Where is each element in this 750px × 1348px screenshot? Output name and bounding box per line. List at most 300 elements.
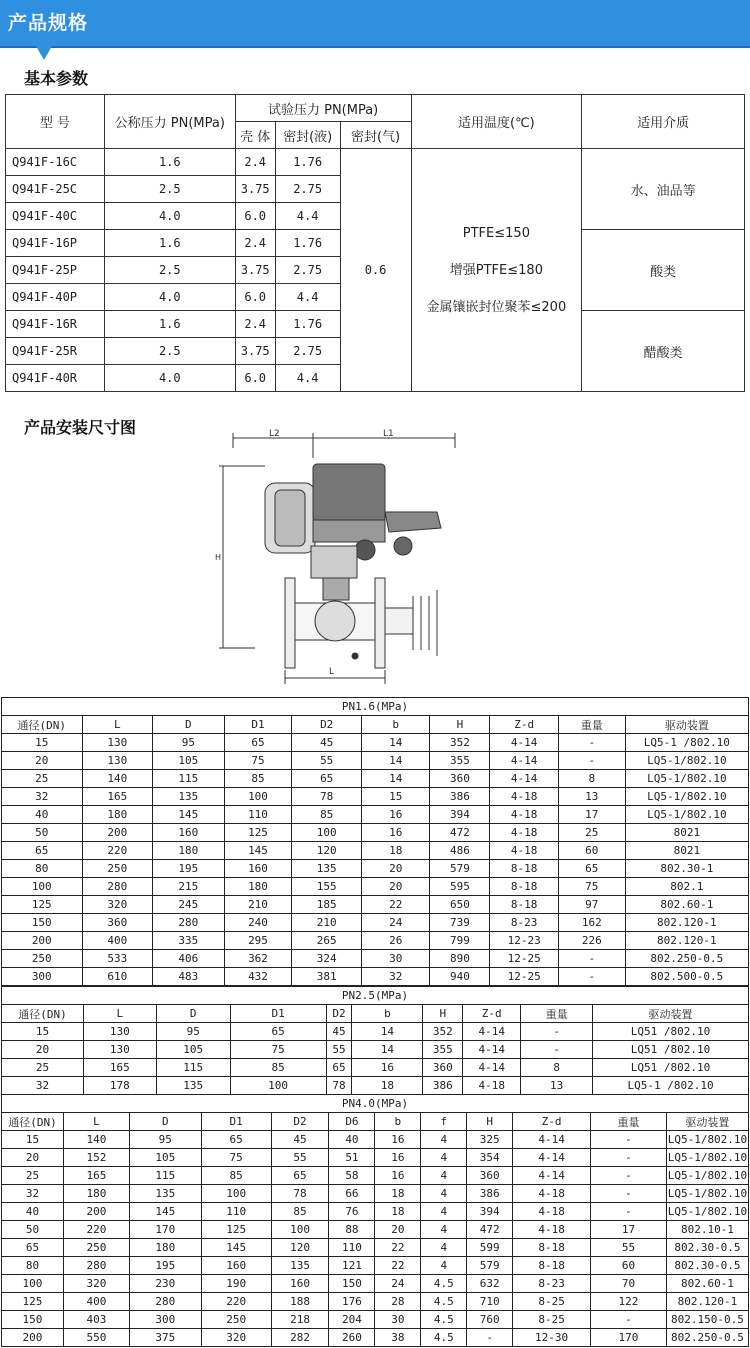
table-cell: 140 [82,770,153,788]
table-cell: 400 [63,1293,129,1311]
table-cell: 4-18 [463,1077,521,1095]
table-cell: - [521,1023,593,1041]
table-cell: 75 [201,1149,271,1167]
table-cell: 20 [362,878,430,896]
table-cell: 60 [558,842,625,860]
column-header: b [362,716,430,734]
table-cell: 32 [2,1077,84,1095]
table-cell: 150 [2,914,83,932]
table-cell: 25 [2,1167,64,1185]
basic-params-title: 基本参数 [24,69,89,88]
table-cell: LQ5-1/802.10 [666,1185,748,1203]
table-cell: 145 [129,1203,201,1221]
table-cell: 20 [362,860,430,878]
table-cell: 4.5 [421,1275,467,1293]
table-cell: 15 [362,788,430,806]
table-cell: 105 [153,752,225,770]
table-cell: 8-18 [490,896,558,914]
table-cell: 579 [430,860,490,878]
table-cell: 100 [271,1221,329,1239]
table-cell: 76 [329,1203,375,1221]
table-cell: 381 [292,968,362,986]
table-cell: LQ5-1/802.10 [625,806,748,824]
table-cell: 4 [421,1185,467,1203]
table-cell: 324 [292,950,362,968]
table-cell: 599 [467,1239,513,1257]
table-cell: 250 [201,1311,271,1329]
table-cell: 85 [292,806,362,824]
table-cell: 122 [591,1293,667,1311]
table-cell: 180 [63,1185,129,1203]
table-cell: 140 [63,1131,129,1149]
table-cell: 218 [271,1311,329,1329]
table-cell: - [591,1167,667,1185]
table-cell: 300 [129,1311,201,1329]
table-row [2,1293,749,1311]
dim-l1-label: L1 [383,429,394,439]
seal-liq-cell: 4.4 [275,284,340,311]
table-cell: 25 [2,1059,84,1077]
table-cell: 802.60-1 [666,1275,748,1293]
table-row [2,1329,749,1347]
body-cell: 6.0 [235,365,275,392]
table-cell: 940 [430,968,490,986]
table-cell: 12-25 [490,968,558,986]
table-cell: 394 [467,1203,513,1221]
table-cell: - [591,1131,667,1149]
pn25-title: PN2.5(MPa) [2,987,749,1005]
table-cell: LQ5-1 /802.10 [593,1077,749,1095]
table-cell: 100 [2,878,83,896]
table-cell: 8-18 [513,1257,591,1275]
table-cell: 802.1 [625,878,748,896]
column-header: 重量 [591,1113,667,1131]
table-cell: 130 [82,752,153,770]
table-cell: 100 [224,788,292,806]
table-cell: 4-18 [513,1185,591,1203]
table-cell: 135 [271,1257,329,1275]
table-row [2,824,749,842]
table-cell: 78 [326,1077,352,1095]
table-cell: 220 [201,1293,271,1311]
temp-reinforced: 增强PTFE≤180 [449,262,543,278]
table-cell: 20 [2,752,83,770]
table-cell: 50 [2,1221,64,1239]
table-cell: 739 [430,914,490,932]
table-cell: - [591,1311,667,1329]
table-cell: 472 [467,1221,513,1239]
table-cell: 195 [129,1257,201,1275]
column-header: b [352,1005,423,1023]
table-cell: 60 [591,1257,667,1275]
h-temp: 适用温度(℃) [411,95,582,149]
table-cell: 110 [201,1203,271,1221]
table-cell: 4-18 [513,1221,591,1239]
model-cell: Q941F-25C [6,176,105,203]
table-cell: 394 [430,806,490,824]
h-seal-liq: 密封(液) [275,122,340,149]
table-cell: 4 [421,1149,467,1167]
table-cell: LQ51 /802.10 [593,1059,749,1077]
table-row [2,1203,749,1221]
table-cell: 130 [83,1041,156,1059]
table-cell: 28 [375,1293,421,1311]
dim-l-label: L [329,667,335,677]
column-header: 重量 [558,716,625,734]
table-cell: 280 [82,878,153,896]
table-cell: 802.60-1 [625,896,748,914]
table-cell: 65 [326,1059,352,1077]
column-header: 驱动装置 [593,1005,749,1023]
table-cell: 4 [421,1167,467,1185]
table-cell: 135 [129,1185,201,1203]
table-cell: 26 [362,932,430,950]
table-cell: 8-25 [513,1293,591,1311]
table-cell: 632 [467,1275,513,1293]
table-row [2,1239,749,1257]
column-header: D2 [292,716,362,734]
pn40-table [1,1094,749,1347]
table-cell: LQ5-1/802.10 [666,1203,748,1221]
column-header: L [63,1113,129,1131]
table-cell: 115 [156,1059,230,1077]
table-cell: 80 [2,1257,64,1275]
h-media: 适用介质 [582,95,745,149]
table-cell: 472 [430,824,490,842]
seal-liq-cell: 4.4 [275,365,340,392]
table-cell: 115 [129,1167,201,1185]
table-cell: 280 [153,914,225,932]
table-cell: 165 [83,1059,156,1077]
table-cell: 4.5 [421,1293,467,1311]
model-cell: Q941F-25R [6,338,105,365]
table-cell: 185 [292,896,362,914]
body-cell: 2.4 [235,230,275,257]
table-row [2,914,749,932]
column-header: D2 [326,1005,352,1023]
body-cell: 3.75 [235,338,275,365]
table-cell: 245 [153,896,225,914]
table-cell: 130 [83,1023,156,1041]
table-cell: 65 [292,770,362,788]
table-cell: 8-18 [513,1239,591,1257]
table-cell: 145 [201,1239,271,1257]
table-cell: 110 [224,806,292,824]
table-cell: 15 [2,1131,64,1149]
seal-liq-cell: 2.75 [275,257,340,284]
table-cell: 40 [329,1131,375,1149]
table-cell: 195 [153,860,225,878]
body-cell: 3.75 [235,257,275,284]
table-row [2,932,749,950]
table-cell: 282 [271,1329,329,1347]
table-cell: 4 [421,1257,467,1275]
column-header: 重量 [521,1005,593,1023]
table-row [2,878,749,896]
table-cell: 125 [201,1221,271,1239]
table-cell: 12-30 [513,1329,591,1347]
table-cell: 200 [2,932,83,950]
model-cell: Q941F-40P [6,284,105,311]
table-cell: 78 [271,1185,329,1203]
table-cell: 230 [129,1275,201,1293]
table-cell: 355 [423,1041,463,1059]
table-cell: 14 [352,1023,423,1041]
table-cell: 4 [421,1131,467,1149]
table-cell: 352 [430,734,490,752]
table-cell: 15 [2,734,83,752]
table-cell: 14 [352,1041,423,1059]
body-cell: 6.0 [235,203,275,230]
table-cell: 66 [329,1185,375,1203]
table-cell: 58 [329,1167,375,1185]
table-cell: - [591,1203,667,1221]
table-cell: 180 [129,1239,201,1257]
column-header: L [83,1005,156,1023]
table-cell: 120 [271,1239,329,1257]
table-cell: 38 [375,1329,421,1347]
table-cell: 352 [423,1023,463,1041]
table-cell: 265 [292,932,362,950]
table-cell: 250 [82,860,153,878]
table-cell: 16 [375,1167,421,1185]
table-cell: 40 [2,806,83,824]
pn-cell: 4.0 [104,284,235,311]
table-cell: 325 [467,1131,513,1149]
column-header: 驱动装置 [666,1113,748,1131]
column-header: H [467,1113,513,1131]
table-cell: 8-23 [513,1275,591,1293]
h-pn: 公称压力 PN(MPa) [104,95,235,149]
table-row [2,806,749,824]
table-cell: 432 [224,968,292,986]
table-cell: 4-14 [490,752,558,770]
table-cell: 4-18 [490,788,558,806]
table-cell: 210 [292,914,362,932]
table-cell: 80 [2,860,83,878]
table-cell: - [558,950,625,968]
table-cell: 100 [201,1185,271,1203]
table-cell: 4.5 [421,1329,467,1347]
table-cell: 386 [430,788,490,806]
pn-cell: 2.5 [104,257,235,284]
body-cell: 2.4 [235,149,275,176]
table-cell: 17 [558,806,625,824]
media-acetic: 醋酸类 [582,311,745,392]
table-cell: 15 [2,1023,84,1041]
table-cell: 204 [329,1311,375,1329]
pn-cell: 1.6 [104,311,235,338]
table-cell: 486 [430,842,490,860]
table-cell: 18 [352,1077,423,1095]
table-row [2,1023,749,1041]
valve-drawing [215,428,505,686]
table-cell: LQ5-1/802.10 [625,770,748,788]
pn25-table [1,986,749,1095]
table-cell: 802.150-0.5 [666,1311,748,1329]
media-water: 水、油品等 [582,149,745,230]
table-row [2,1311,749,1329]
table-cell: 802.250-0.5 [666,1329,748,1347]
column-header: f [421,1113,467,1131]
table-cell: 610 [82,968,153,986]
table-cell: 375 [129,1329,201,1347]
table-cell: 240 [224,914,292,932]
table-row [2,1041,749,1059]
table-cell: 280 [63,1257,129,1275]
table-cell: 4 [421,1239,467,1257]
table-cell: 13 [521,1077,593,1095]
table-cell: 95 [153,734,225,752]
table-cell: 16 [362,824,430,842]
table-cell: 4 [421,1221,467,1239]
table-cell: 8 [521,1059,593,1077]
table-cell: 4-14 [513,1167,591,1185]
table-cell: 210 [224,896,292,914]
table-cell: 105 [129,1149,201,1167]
table-cell: 180 [82,806,153,824]
table-cell: LQ5-1 /802.10 [625,734,748,752]
column-header: D1 [224,716,292,734]
table-cell: 802.120-1 [625,932,748,950]
table-cell: 20 [2,1149,64,1167]
basic-params-table [5,94,745,392]
table-cell: 200 [82,824,153,842]
pn40-title: PN4.0(MPa) [2,1095,749,1113]
media-acid: 酸类 [582,230,745,311]
table-cell: 32 [2,1185,64,1203]
h-test: 试验压力 PN(MPa) [235,95,411,122]
table-cell: 802.500-0.5 [625,968,748,986]
table-cell: LQ5-1/802.10 [666,1131,748,1149]
table-cell: 160 [201,1257,271,1275]
table-row [2,734,749,752]
table-cell: 20 [375,1221,421,1239]
pn-cell: 4.0 [104,365,235,392]
table-cell: 200 [2,1329,64,1347]
table-cell: 32 [2,788,83,806]
table-cell: 22 [362,896,430,914]
table-cell: 55 [326,1041,352,1059]
table-row [2,770,749,788]
table-cell: 362 [224,950,292,968]
table-cell: 40 [2,1203,64,1221]
seal-liq-cell: 2.75 [275,176,340,203]
table-cell: 802.120-1 [625,914,748,932]
table-cell: 125 [2,1293,64,1311]
column-header: D1 [201,1113,271,1131]
temp-ptfe: PTFE≤150 [462,225,530,241]
table-cell: - [558,752,625,770]
table-cell: - [591,1185,667,1203]
dim-l2-label: L2 [269,429,280,439]
table-cell: 710 [467,1293,513,1311]
header-title: 产品规格 [8,12,89,34]
table-cell: 55 [292,752,362,770]
table-cell: 13 [558,788,625,806]
table-row [2,1149,749,1167]
table-cell: 150 [329,1275,375,1293]
table-cell: 121 [329,1257,375,1275]
table-cell: - [467,1329,513,1347]
table-cell: 65 [230,1023,326,1041]
table-cell: 17 [591,1221,667,1239]
table-cell: 30 [375,1311,421,1329]
table-cell: 100 [2,1275,64,1293]
table-cell: LQ51 /802.10 [593,1023,749,1041]
table-cell: 406 [153,950,225,968]
table-cell: 220 [82,842,153,860]
table-row [2,1221,749,1239]
table-cell: LQ5-1/802.10 [666,1149,748,1167]
table-cell: 4 [421,1203,467,1221]
table-cell: 4-14 [513,1131,591,1149]
table-cell: 45 [271,1131,329,1149]
table-cell: 100 [230,1077,326,1095]
h-model: 型 号 [6,95,105,149]
table-cell: 8-18 [490,860,558,878]
table-cell: 403 [63,1311,129,1329]
table-cell: 145 [153,806,225,824]
column-header: D2 [271,1113,329,1131]
table-cell: 360 [423,1059,463,1077]
header-bar [0,0,750,48]
table-cell: 260 [329,1329,375,1347]
table-cell: 799 [430,932,490,950]
column-header: H [423,1005,463,1023]
table-cell: LQ51 /802.10 [593,1041,749,1059]
table-cell: 280 [129,1293,201,1311]
table-row [2,950,749,968]
table-cell: 65 [201,1131,271,1149]
table-cell: 360 [82,914,153,932]
table-cell: 24 [375,1275,421,1293]
table-cell: 25 [2,770,83,788]
table-cell: 160 [153,824,225,842]
column-header: L [82,716,153,734]
pn-cell: 1.6 [104,149,235,176]
table-cell: LQ5-1/802.10 [666,1167,748,1185]
table-cell: 25 [558,824,625,842]
table-cell: 105 [156,1041,230,1059]
table-cell: 4-14 [463,1059,521,1077]
table-cell: 354 [467,1149,513,1167]
table-cell: 155 [292,878,362,896]
table-cell: 14 [362,734,430,752]
column-header: Z-d [463,1005,521,1023]
table-cell: 30 [362,950,430,968]
table-cell: 32 [362,968,430,986]
table-row [2,968,749,986]
h-body: 壳 体 [235,122,275,149]
header-arrow [36,46,52,60]
model-cell: Q941F-40R [6,365,105,392]
table-cell: 120 [292,842,362,860]
pn-cell: 4.0 [104,203,235,230]
table-cell: 386 [467,1185,513,1203]
table-cell: 65 [2,842,83,860]
table-cell: 190 [201,1275,271,1293]
table-cell: 88 [329,1221,375,1239]
table-cell: 78 [292,788,362,806]
table-cell: 162 [558,914,625,932]
table-cell: 16 [375,1149,421,1167]
table-cell: 65 [271,1167,329,1185]
table-cell: 320 [201,1329,271,1347]
table-cell: 20 [2,1041,84,1059]
seal-liq-cell: 2.75 [275,338,340,365]
table-cell: 150 [2,1311,64,1329]
